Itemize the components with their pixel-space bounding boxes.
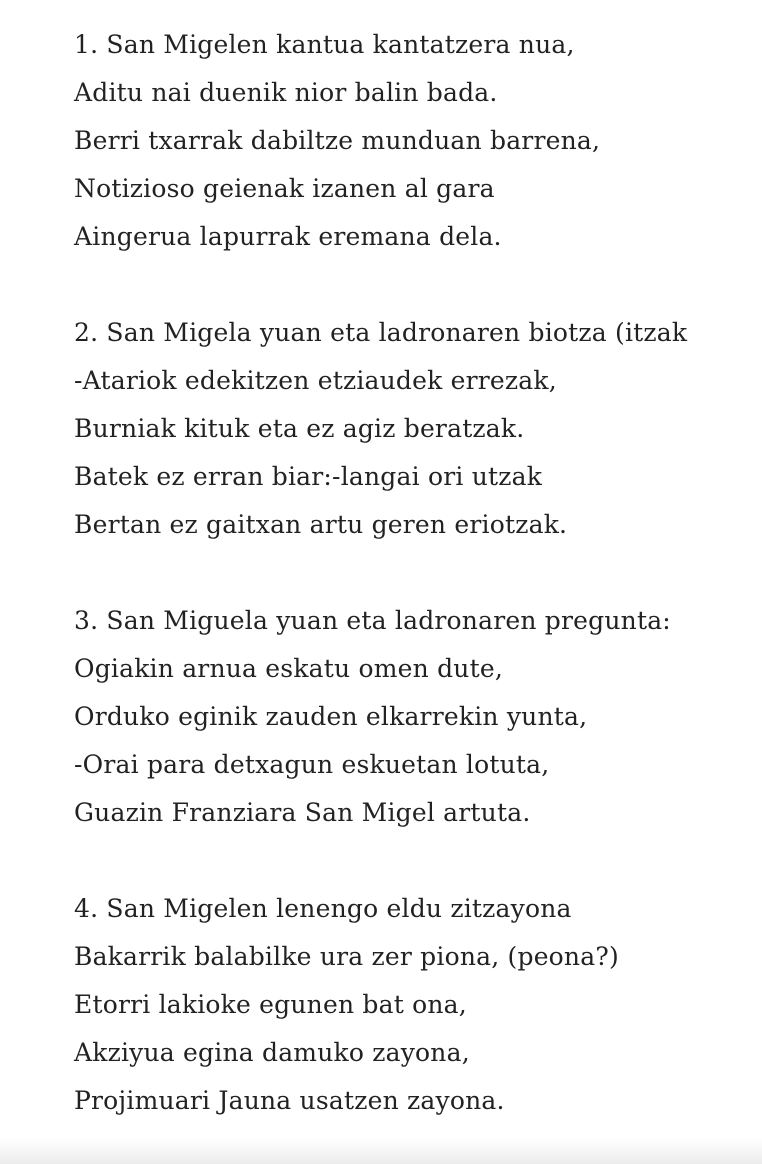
- verse-line: Etorri lakioke egunen bat ona,: [74, 990, 467, 1019]
- verse-line: Bertan ez gaitxan artu geren eriotzak.: [74, 510, 568, 539]
- verse-line: 2. San Migela yuan eta ladronaren biotza (itzak: [74, 318, 688, 347]
- verse-line: Projimuari Jauna usatzen zayona.: [74, 1086, 505, 1115]
- stanza-4: [74, 885, 762, 1125]
- verse-line: Bakarrik balabilke ura zer piona, (peona?): [74, 942, 619, 971]
- verse-line: Notizioso geienak izanen al gara: [74, 174, 495, 203]
- stanza-2: [74, 309, 762, 549]
- verse-line: Aingerua lapurrak eremana dela.: [74, 222, 502, 251]
- verse-line: Akziyua egina damuko zayona,: [74, 1038, 470, 1067]
- bottom-shadow: [0, 1138, 762, 1164]
- verse-line: -Atariok edekitzen etziaudek errezak,: [74, 366, 557, 395]
- verse-line: Burniak kituk eta ez agiz beratzak.: [74, 414, 525, 443]
- poem-text: [74, 21, 762, 1164]
- verse-line: -Orai para detxagun eskuetan lotuta,: [74, 750, 550, 779]
- verse-line: Orduko eginik zauden elkarrekin yunta,: [74, 702, 588, 731]
- verse-line: 1. San Migelen kantua kantatzera nua,: [74, 30, 575, 59]
- verse-line: Berri txarrak dabiltze munduan barrena,: [74, 126, 601, 155]
- stanza-1: [74, 21, 762, 261]
- verse-line: Batek ez erran biar:-langai ori utzak: [74, 462, 543, 491]
- stanza-3: [74, 597, 762, 837]
- verse-line: Ogiakin arnua eskatu omen dute,: [74, 654, 503, 683]
- verse-line: Aditu nai duenik nior balin bada.: [74, 78, 498, 107]
- verse-line: 3. San Miguela yuan eta ladronaren pregunta:: [74, 606, 671, 635]
- verse-line: Guazin Franziara San Migel artuta.: [74, 798, 531, 827]
- verse-line: 4. San Migelen lenengo eldu zitzayona: [74, 894, 572, 923]
